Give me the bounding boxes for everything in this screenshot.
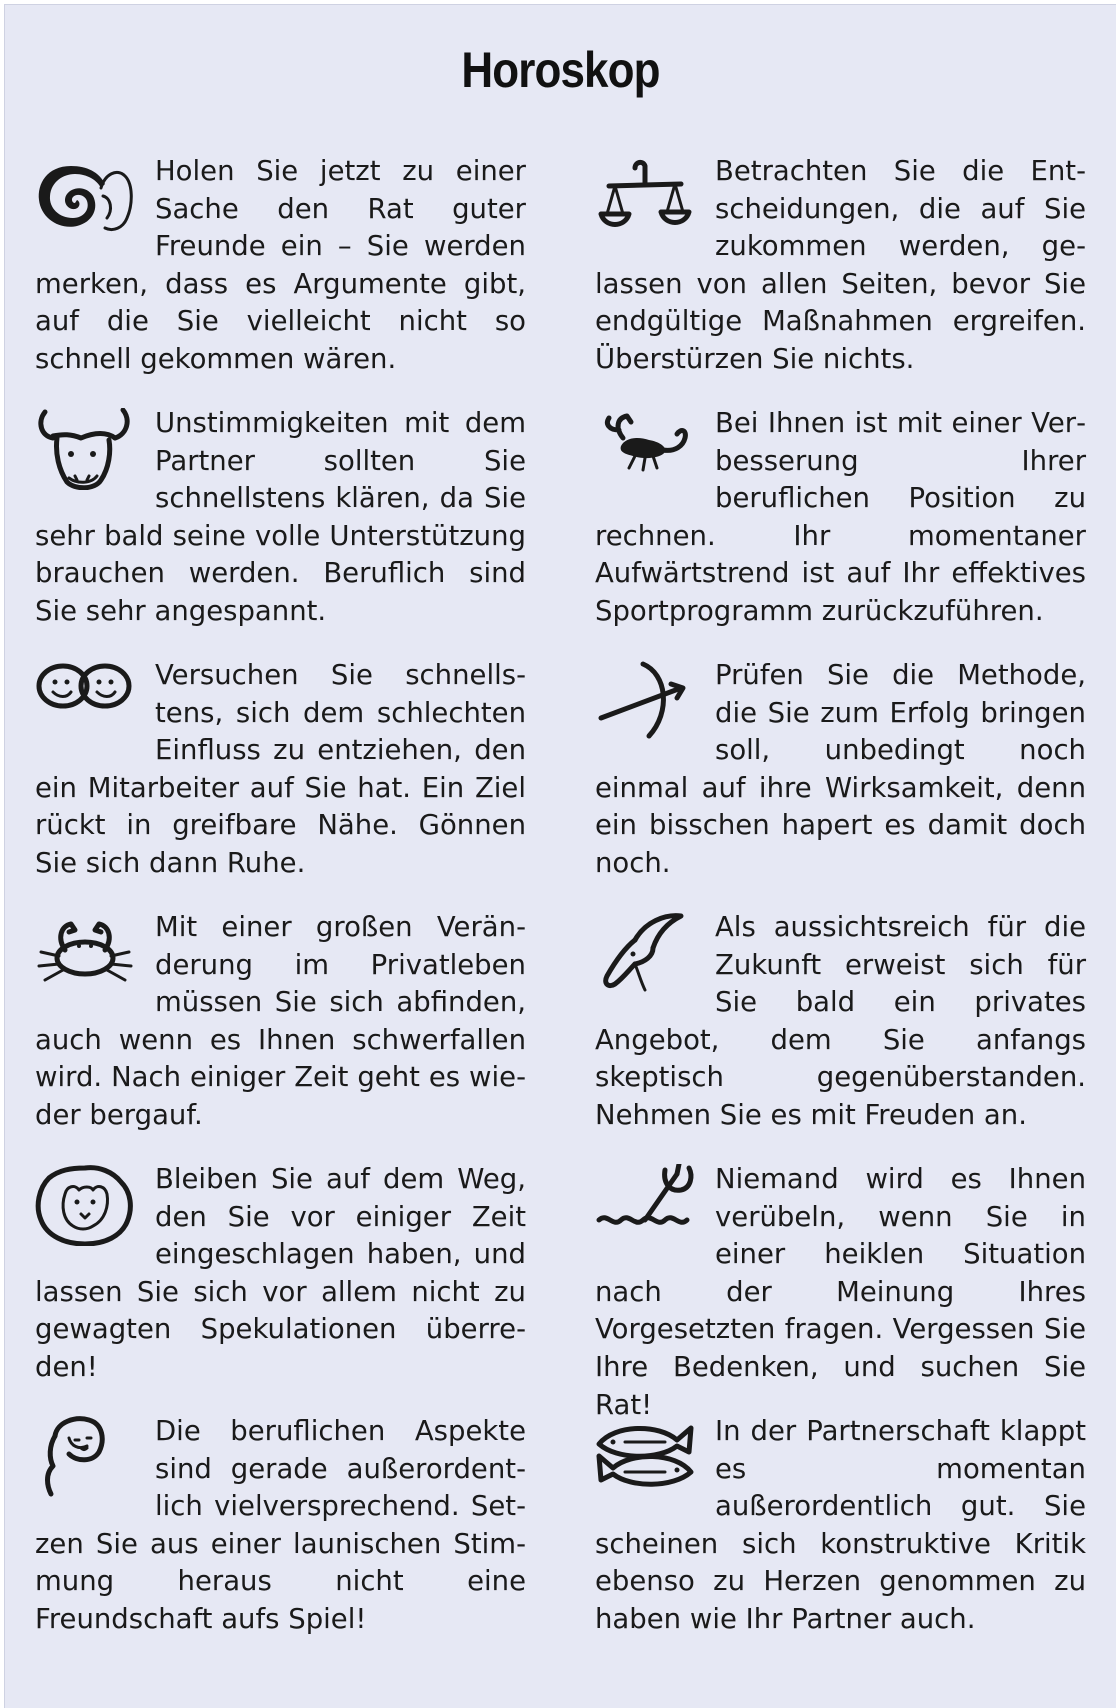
left-column [35,153,526,1665]
horoscope-text: Bleiben Sie auf dem Weg, den Sie vor einiger Zeit eingeschlagen haben, und lassen Sie sich vor allem nicht zu gewagten Spekulationen überreden! [35,1163,526,1383]
gemini-icon [35,660,135,742]
horoscope-text: Holen Sie jetzt zu einer Sache den Rat guter Freunde ein – Sie werden merken, dass es Argumente gibt, auf die Sie vielleicht nicht so schnell gekommen wären. [35,155,526,375]
horoscope-entry-cancer [35,909,526,1161]
horoscope-entry-leo [35,1161,526,1413]
horoscope-text: Mit einer großen Veränderung im Privatleben müssen Sie sich abfinden, auch wenn es Ihnen schwerfallen wird. Nach einiger Zeit geht es wieder bergauf. [35,911,526,1131]
aries-icon [35,156,135,238]
horoscope-entry-virgo [35,1413,526,1665]
horoscope-entry-scorpio [595,405,1086,657]
taurus-icon [35,408,135,490]
sagittarius-icon [595,660,695,742]
horoscope-entry-libra [595,153,1086,405]
horoscope-entry-gemini [35,657,526,909]
horoscope-text: Bei Ihnen ist mit einer Verbesserung Ihrer beruflichen Position zu rechnen. Ihr momentaner Aufwärtstrend ist auf Ihr effektives Sportprogramm zurückzuführen. [595,407,1086,627]
virgo-icon [35,1416,135,1498]
scorpio-icon [595,408,695,490]
pisces-icon [595,1416,695,1498]
aquarius-icon [595,1164,695,1246]
page-title: Horoskop [461,42,660,98]
horoscope-text: Versuchen Sie schnellstens, sich dem schlechten Einfluss zu entziehen, den ein Mitarbeiter auf Sie hat. Ein Ziel rückt in greifbare Nähe. Gönnen Sie sich dann Ruhe. [35,659,526,879]
horoscope-text: Als aussichtsreich für die Zukunft erweist sich für Sie bald ein privates Angebot, dem Sie anfangs skeptisch gegenüberstanden. Nehmen Sie es mit Freuden an. [595,911,1086,1131]
horoscope-entry-aquarius [595,1161,1086,1421]
horoscope-text: Niemand wird es Ihnen verübeln, wenn Sie in einer heiklen Situation nach der Meinung Ihres Vorgesetzten fragen. Vergessen Sie Ihre Bedenken, und suchen Sie Rat! [595,1163,1086,1421]
horoscope-text: Betrachten Sie die Entscheidungen, die auf Sie zukommen werden, gelassen von allen Seiten, bevor Sie endgültige Maßnahmen ergreifen. Überstürzen Sie nichts. [595,155,1086,375]
capricorn-icon [595,912,695,994]
horoscope-entry-pisces [595,1413,1086,1665]
horoscope-entry-capricorn [595,909,1086,1161]
cancer-icon [35,912,135,994]
leo-icon [35,1164,135,1246]
libra-icon [595,156,695,238]
horoscope-entry-aries [35,153,526,405]
horoscope-text: Die beruflichen Aspekte sind gerade außerordentlich vielversprechend. Setzen Sie aus einer launischen Stimmung heraus nicht eine Freundschaft aufs Spiel! [35,1415,526,1635]
horoscope-entry-taurus [35,405,526,657]
horoscope-text: In der Partnerschaft klappt es momentan außerordentlich gut. Sie scheinen sich konstruktive Kritik ebenso zu Herzen genommen zu haben wie Ihr Partner auch. [595,1415,1086,1635]
horoscope-text: Unstimmigkeiten mit dem Partner sollten Sie schnellstens klären, da Sie sehr bald seine volle Unterstützung brauchen werden. Beruflich sind Sie sehr angespannt. [35,407,526,627]
horoscope-entry-sagittarius [595,657,1086,909]
horoscope-text: Prüfen Sie die Methode, die Sie zum Erfolg bringen soll, unbedingt noch einmal auf ihre Wirksamkeit, denn ein bisschen hapert es damit doch noch. [595,659,1086,879]
right-column [595,153,1086,1665]
horoscope-panel [4,4,1116,1708]
